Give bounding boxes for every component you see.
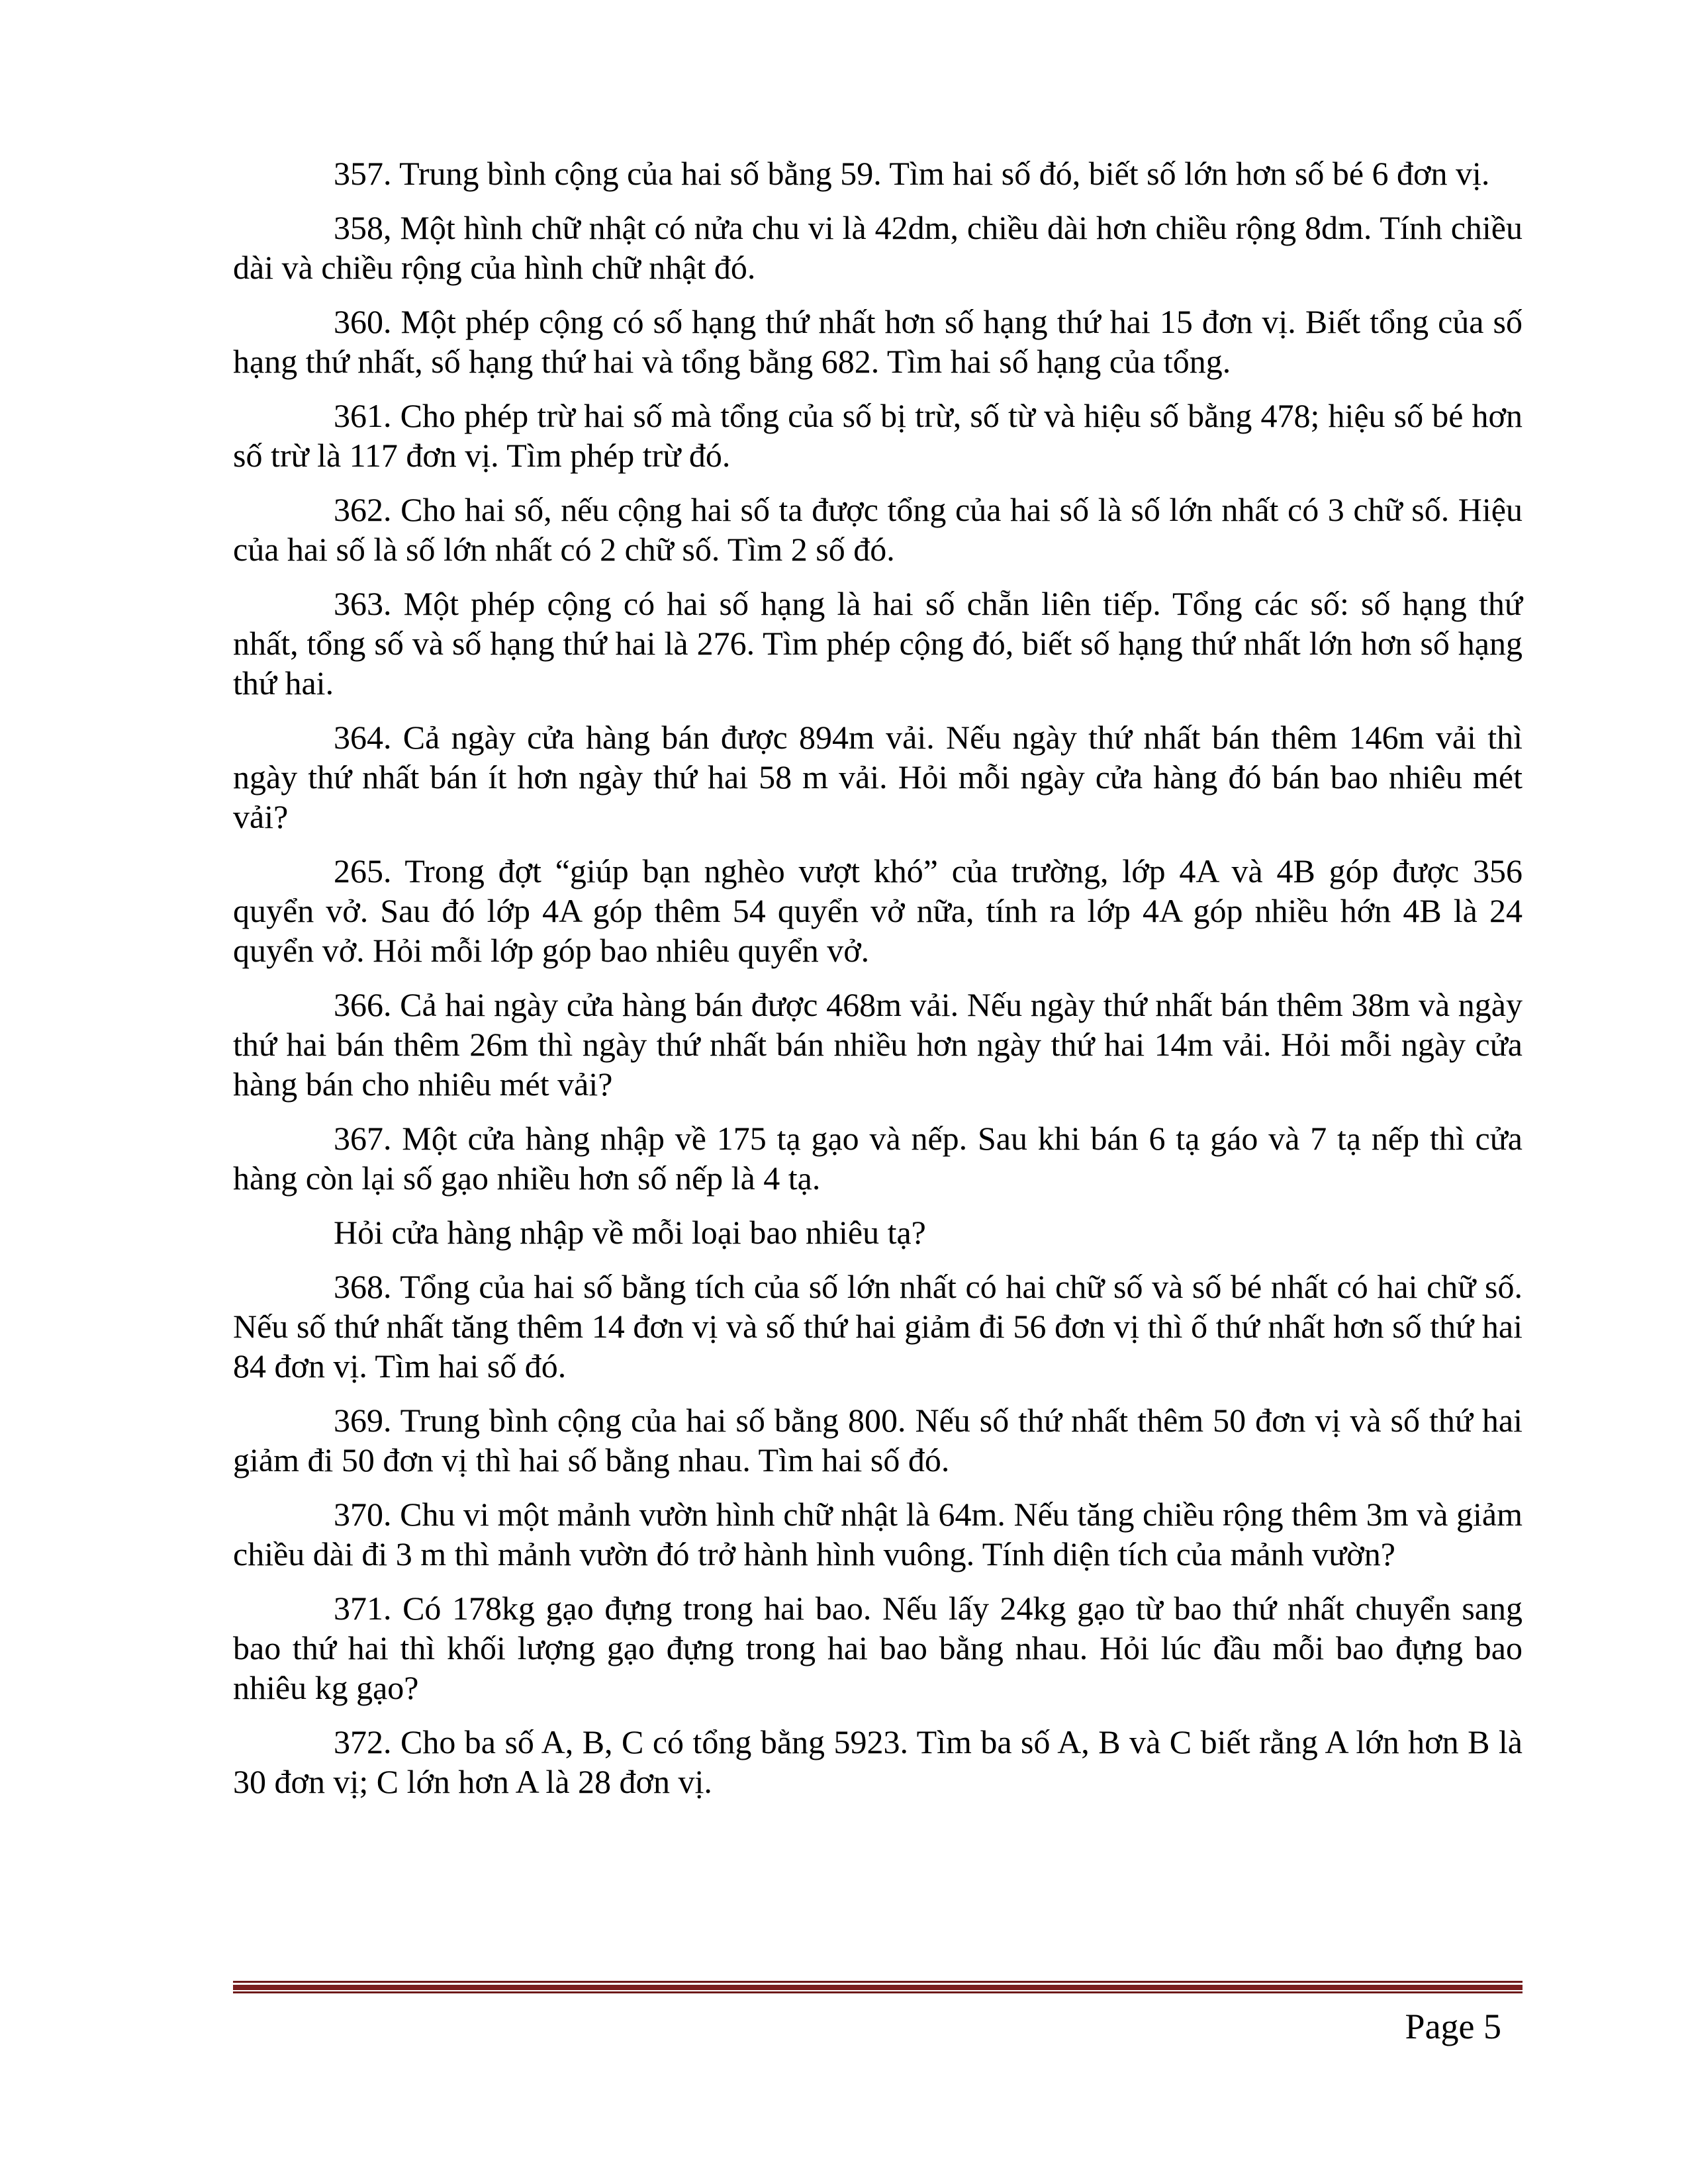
document-body: [233, 154, 1523, 1816]
problem-360: 360. Một phép cộng có số hạng thứ nhất hơn số hạng thứ hai 15 đơn vị. Biết tổng của số hạng thứ nhất, số hạng thứ hai và tổng bằng 682. Tìm hai số hạng của tổng.: [233, 303, 1523, 380]
footer-divider-thick: [233, 1985, 1523, 1990]
problem-364: 364. Cả ngày cửa hàng bán được 894m vải. Nếu ngày thứ nhất bán thêm 146m vải thì ngày thứ nhất bán ít hơn ngày thứ hai 58 m vải. Hỏi mỗi ngày cửa hàng đó bán bao nhiêu mét vải?: [233, 719, 1523, 835]
problem-367: 367. Một cửa hàng nhập về 175 tạ gạo và nếp. Sau khi bán 6 tạ gáo và 7 tạ nếp thì cửa hàng còn lại số gạo nhiều hơn số nếp là 4 tạ.: [233, 1120, 1523, 1197]
footer-divider-thin-top: [233, 1981, 1523, 1983]
problem-265: 265. Trong đợt “giúp bạn nghèo vượt khó” của trường, lớp 4A và 4B góp được 356 quyển vở. Sau đó lớp 4A góp thêm 54 quyển vở nữa, tính ra lớp 4A góp nhiều hớn 4B là 24 quyển vở. Hỏi mỗi lớp góp bao nhiêu quyển vở.: [233, 852, 1523, 969]
problem-368: 368. Tổng của hai số bằng tích của số lớn nhất có hai chữ số và số bé nhất có hai chữ số. Nếu số thứ nhất tăng thêm 14 đơn vị và số thứ hai giảm đi 56 đơn vị thì ố thứ nhất hơn số thứ hai 84 đơn vị. Tìm hai số đó.: [233, 1268, 1523, 1385]
problem-362: 362. Cho hai số, nếu cộng hai số ta được tổng của hai số là số lớn nhất có 3 chữ số. Hiệu của hai số là số lớn nhất có 2 chữ số. Tìm 2 số đó.: [233, 491, 1523, 568]
problem-369: 369. Trung bình cộng của hai số bằng 800. Nếu số thứ nhất thêm 50 đơn vị và số thứ hai giảm đi 50 đơn vị thì hai số bằng nhau. Tìm hai số đó.: [233, 1402, 1523, 1479]
problem-363: 363. Một phép cộng có hai số hạng là hai số chẵn liên tiếp. Tổng các số: số hạng thứ nhất, tổng số và số hạng thứ hai là 276. Tìm phép cộng đó, biết số hạng thứ nhất lớn hơn số hạng thứ hai.: [233, 585, 1523, 702]
problem-358: 358, Một hình chữ nhật có nửa chu vi là 42dm, chiều dài hơn chiều rộng 8dm. Tính chiều dài và chiều rộng của hình chữ nhật đó.: [233, 209, 1523, 286]
problem-366: 366. Cả hai ngày cửa hàng bán được 468m vải. Nếu ngày thứ nhất bán thêm 38m và ngày thứ hai bán thêm 26m thì ngày thứ nhất bán nhiều hơn ngày thứ hai 14m vải. Hỏi mỗi ngày cửa hàng bán cho nhiêu mét vải?: [233, 986, 1523, 1103]
footer-divider: [233, 1981, 1523, 1994]
footer-divider-thin-bottom: [233, 1991, 1523, 1993]
problem-371: 371. Có 178kg gạo đựng trong hai bao. Nếu lấy 24kg gạo từ bao thứ nhất chuyển sang bao thứ hai thì khối lượng gạo đựng trong hai bao bằng nhau. Hỏi lúc đầu mỗi bao đựng bao nhiêu kg gạo?: [233, 1590, 1523, 1706]
problem-367-question: Hỏi cửa hàng nhập về mỗi loại bao nhiêu tạ?: [334, 1214, 926, 1251]
problem-357: 357. Trung bình cộng của hai số bằng 59. Tìm hai số đó, biết số lớn hơn số bé 6 đơn vị.: [334, 155, 1490, 192]
problem-361: 361. Cho phép trừ hai số mà tổng của số bị trừ, số từ và hiệu số bằng 478; hiệu số bé hơn số trừ là 117 đơn vị. Tìm phép trừ đó.: [233, 397, 1523, 474]
problem-372: 372. Cho ba số A, B, C có tổng bằng 5923. Tìm ba số A, B và C biết rằng A lớn hơn B là 30 đơn vị; C lớn hơn A là 28 đơn vị.: [233, 1723, 1523, 1800]
problem-370: 370. Chu vi một mảnh vườn hình chữ nhật là 64m. Nếu tăng chiều rộng thêm 3m và giảm chiều dài đi 3 m thì mảnh vườn đó trở hành hình vuông. Tính diện tích của mảnh vườn?: [233, 1496, 1523, 1572]
page-number: Page 5: [1405, 2007, 1501, 2046]
